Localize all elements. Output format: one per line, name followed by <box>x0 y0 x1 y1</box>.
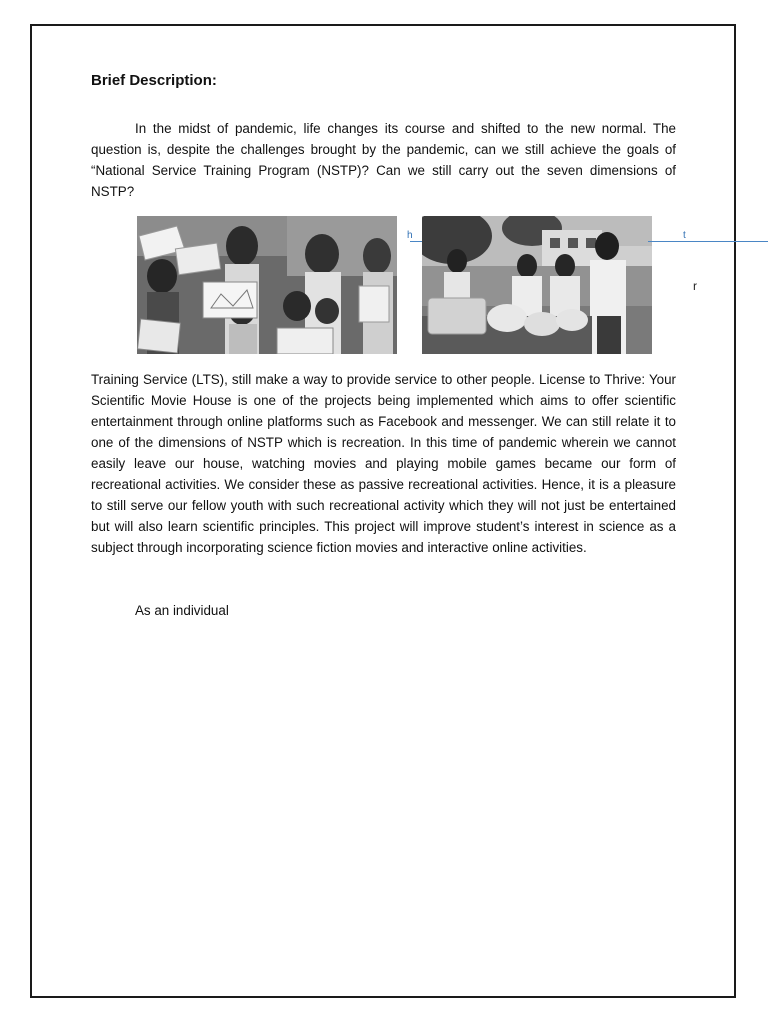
annotation-connector-right <box>648 241 768 242</box>
body-paragraph: Training Service (LTS), still make a way to provide service to other people. License to Thrive: Your Scientific Movie House is one of the projects being implemented which aims to offer scientific entertainment through online platforms such as Facebook and messenger. We can still relate it to one of the dimensions of NSTP which is recreation. In this time of pandemic wherein we cannot easily leave our house, watching movies and playing mobile games became our form of recreational activities. We consider these as passive recreational activities. Hence, it is a pleasure to still serve our fellow youth with such recreational activity which they will not just be entertained but will also learn scientific principles. This project will improve student’s interest in science as a subject through incorporating science fiction movies and interactive online activities. <box>91 372 676 555</box>
stray-character-h: h <box>407 230 413 241</box>
photo-nstp-volunteers <box>422 216 652 354</box>
stray-character-t: t <box>683 230 686 241</box>
section-heading: Brief Description: <box>91 72 217 89</box>
intro-paragraph: In the midst of pandemic, life changes its course and shifted to the new normal. The question is, despite the challenges brought by the pandemic, can we still achieve the goals of “National Service Training Program (NSTP)? Can we still carry out the seven dimensions of NSTP? <box>91 121 676 199</box>
annotation-connector-left <box>410 241 422 242</box>
stray-character-r: r <box>693 279 697 293</box>
closing-paragraph: As an individual <box>135 603 229 618</box>
photo-children-drawings <box>137 216 397 354</box>
